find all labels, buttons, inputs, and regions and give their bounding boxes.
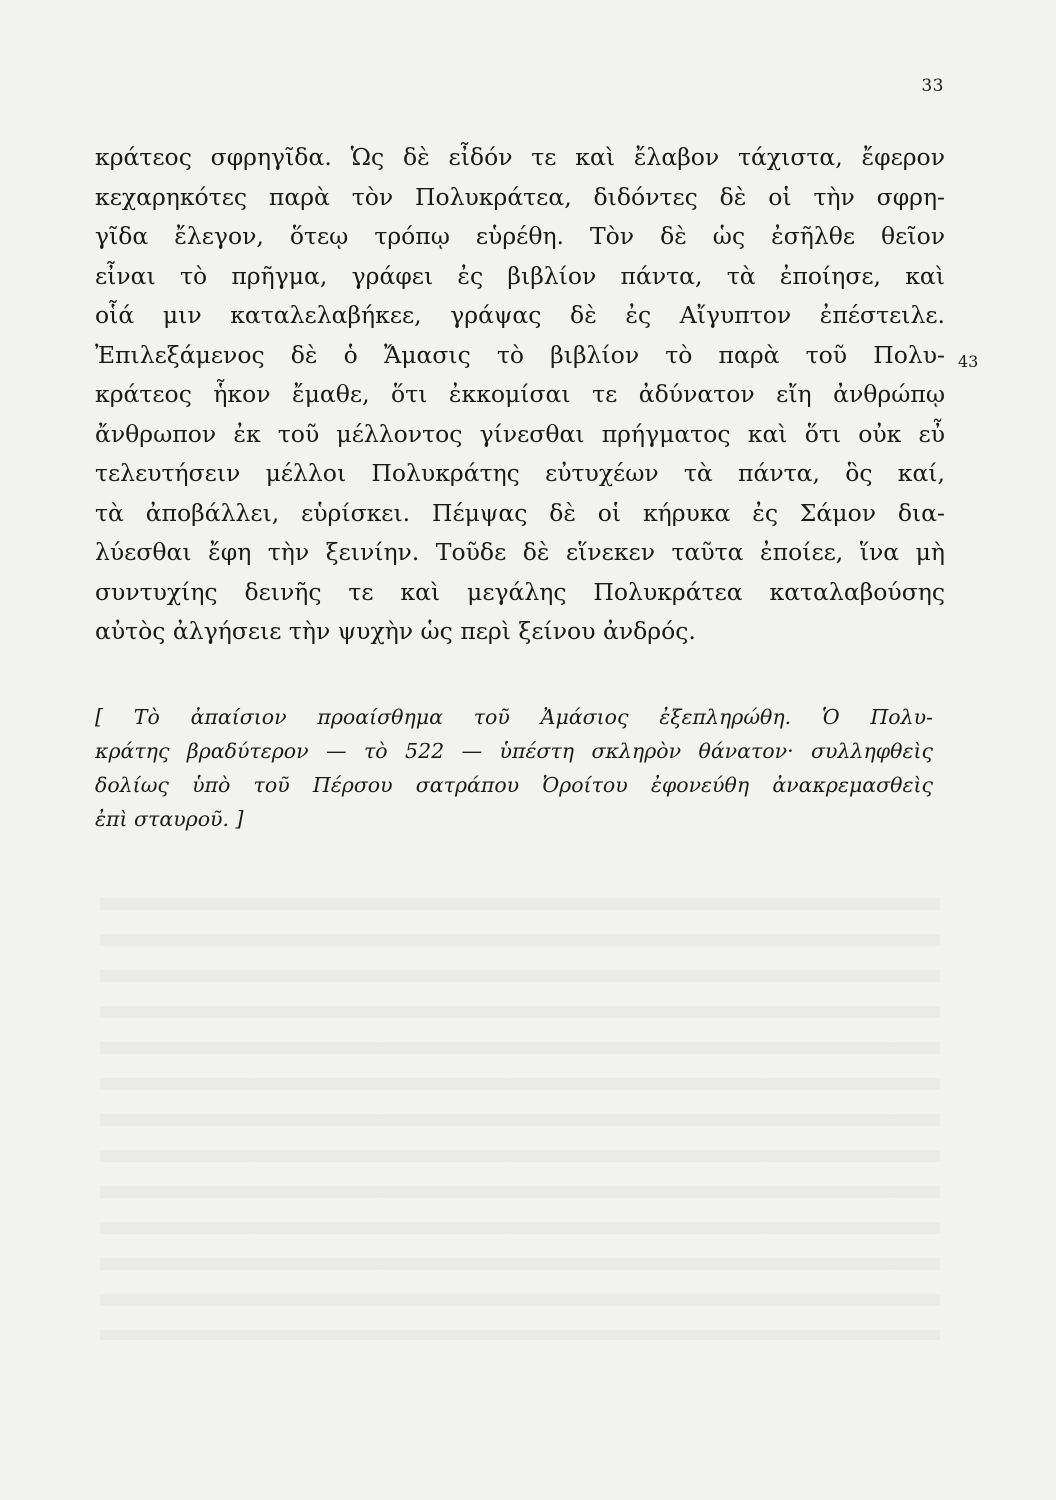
text-line: εἶναι τὸ πρῆγμα, γράφει ἐς βιβλίον πάντα, τὰ ἐποίησε, καὶ bbox=[95, 261, 945, 290]
text-line: ἄνθρωπον ἐκ τοῦ μέλλοντος γίνεσθαι πρήγματος καὶ ὅτι οὐκ εὖ bbox=[95, 419, 945, 448]
note-line: ἐπὶ σταυροῦ. ] bbox=[95, 807, 244, 831]
text-line: τὰ ἀποβάλλει, εὑρίσκει. Πέμψας δὲ οἱ κήρυκα ἐς Σάμον δια- bbox=[95, 498, 945, 527]
bleed-through-texture bbox=[100, 880, 940, 1340]
text-line: κράτεος ἧκον ἔμαθε, ὅτι ἐκκομίσαι τε ἀδύνατον εἴη ἀνθρώπῳ bbox=[95, 380, 945, 408]
text-line: τελευτήσειν μέλλοι Πολυκράτης εὐτυχέων τὰ πάντα, ὃς καί, bbox=[95, 459, 945, 487]
text-line: οἷά μιν καταλελαβήκεε, γράψας δὲ ἐς Αἴγυπτον ἐπέστειλε. bbox=[95, 301, 945, 329]
text-line: Ἐπιλεξάμενος δὲ ὁ Ἄμασις τὸ βιβλίον τὸ παρὰ τοῦ Πολυ- bbox=[95, 340, 945, 369]
margin-section-number: 43 bbox=[958, 352, 979, 371]
note-line: κράτης βραδύτερον — τὸ 522 — ὑπέστη σκληρὸν θάνατον· συλληφθεὶς bbox=[95, 739, 933, 763]
note-line: [ Τὸ ἀπαίσιον προαίσθημα τοῦ Ἀμάσιος ἐξεπληρώθη. Ὁ Πολυ- bbox=[95, 705, 933, 729]
text-line: γῖδα ἔλεγον, ὅτεῳ τρόπῳ εὑρέθη. Τὸν δὲ ὡς ἐσῆλθε θεῖον bbox=[95, 222, 945, 250]
text-line: αὐτὸς ἀλγήσειε τὴν ψυχὴν ὡς περὶ ξείνου ἀνδρός. bbox=[95, 617, 696, 645]
text-line: κράτεος σφρηγῖδα. Ὡς δὲ εἶδόν τε καὶ ἔλαβον τάχιστα, ἔφερον bbox=[95, 143, 945, 171]
note-line: δολίως ὑπὸ τοῦ Πέρσου σατράπου Ὀροίτου ἐφονεύθη ἀνακρεμασθεὶς bbox=[95, 773, 933, 797]
editorial-note bbox=[95, 700, 933, 836]
main-text-block bbox=[95, 138, 945, 652]
text-line: κεχαρηκότες παρὰ τὸν Πολυκράτεα, διδόντες δὲ οἱ τὴν σφρη- bbox=[95, 182, 945, 211]
text-line: συντυχίης δεινῆς τε καὶ μεγάλης Πολυκράτεα καταλαβούσης bbox=[95, 577, 945, 606]
page-number: 33 bbox=[921, 76, 944, 96]
text-line: λύεσθαι ἔφη τὴν ξεινίην. Τοῦδε δὲ εἵνεκεν ταῦτα ἐποίεε, ἵνα μὴ bbox=[95, 538, 945, 566]
